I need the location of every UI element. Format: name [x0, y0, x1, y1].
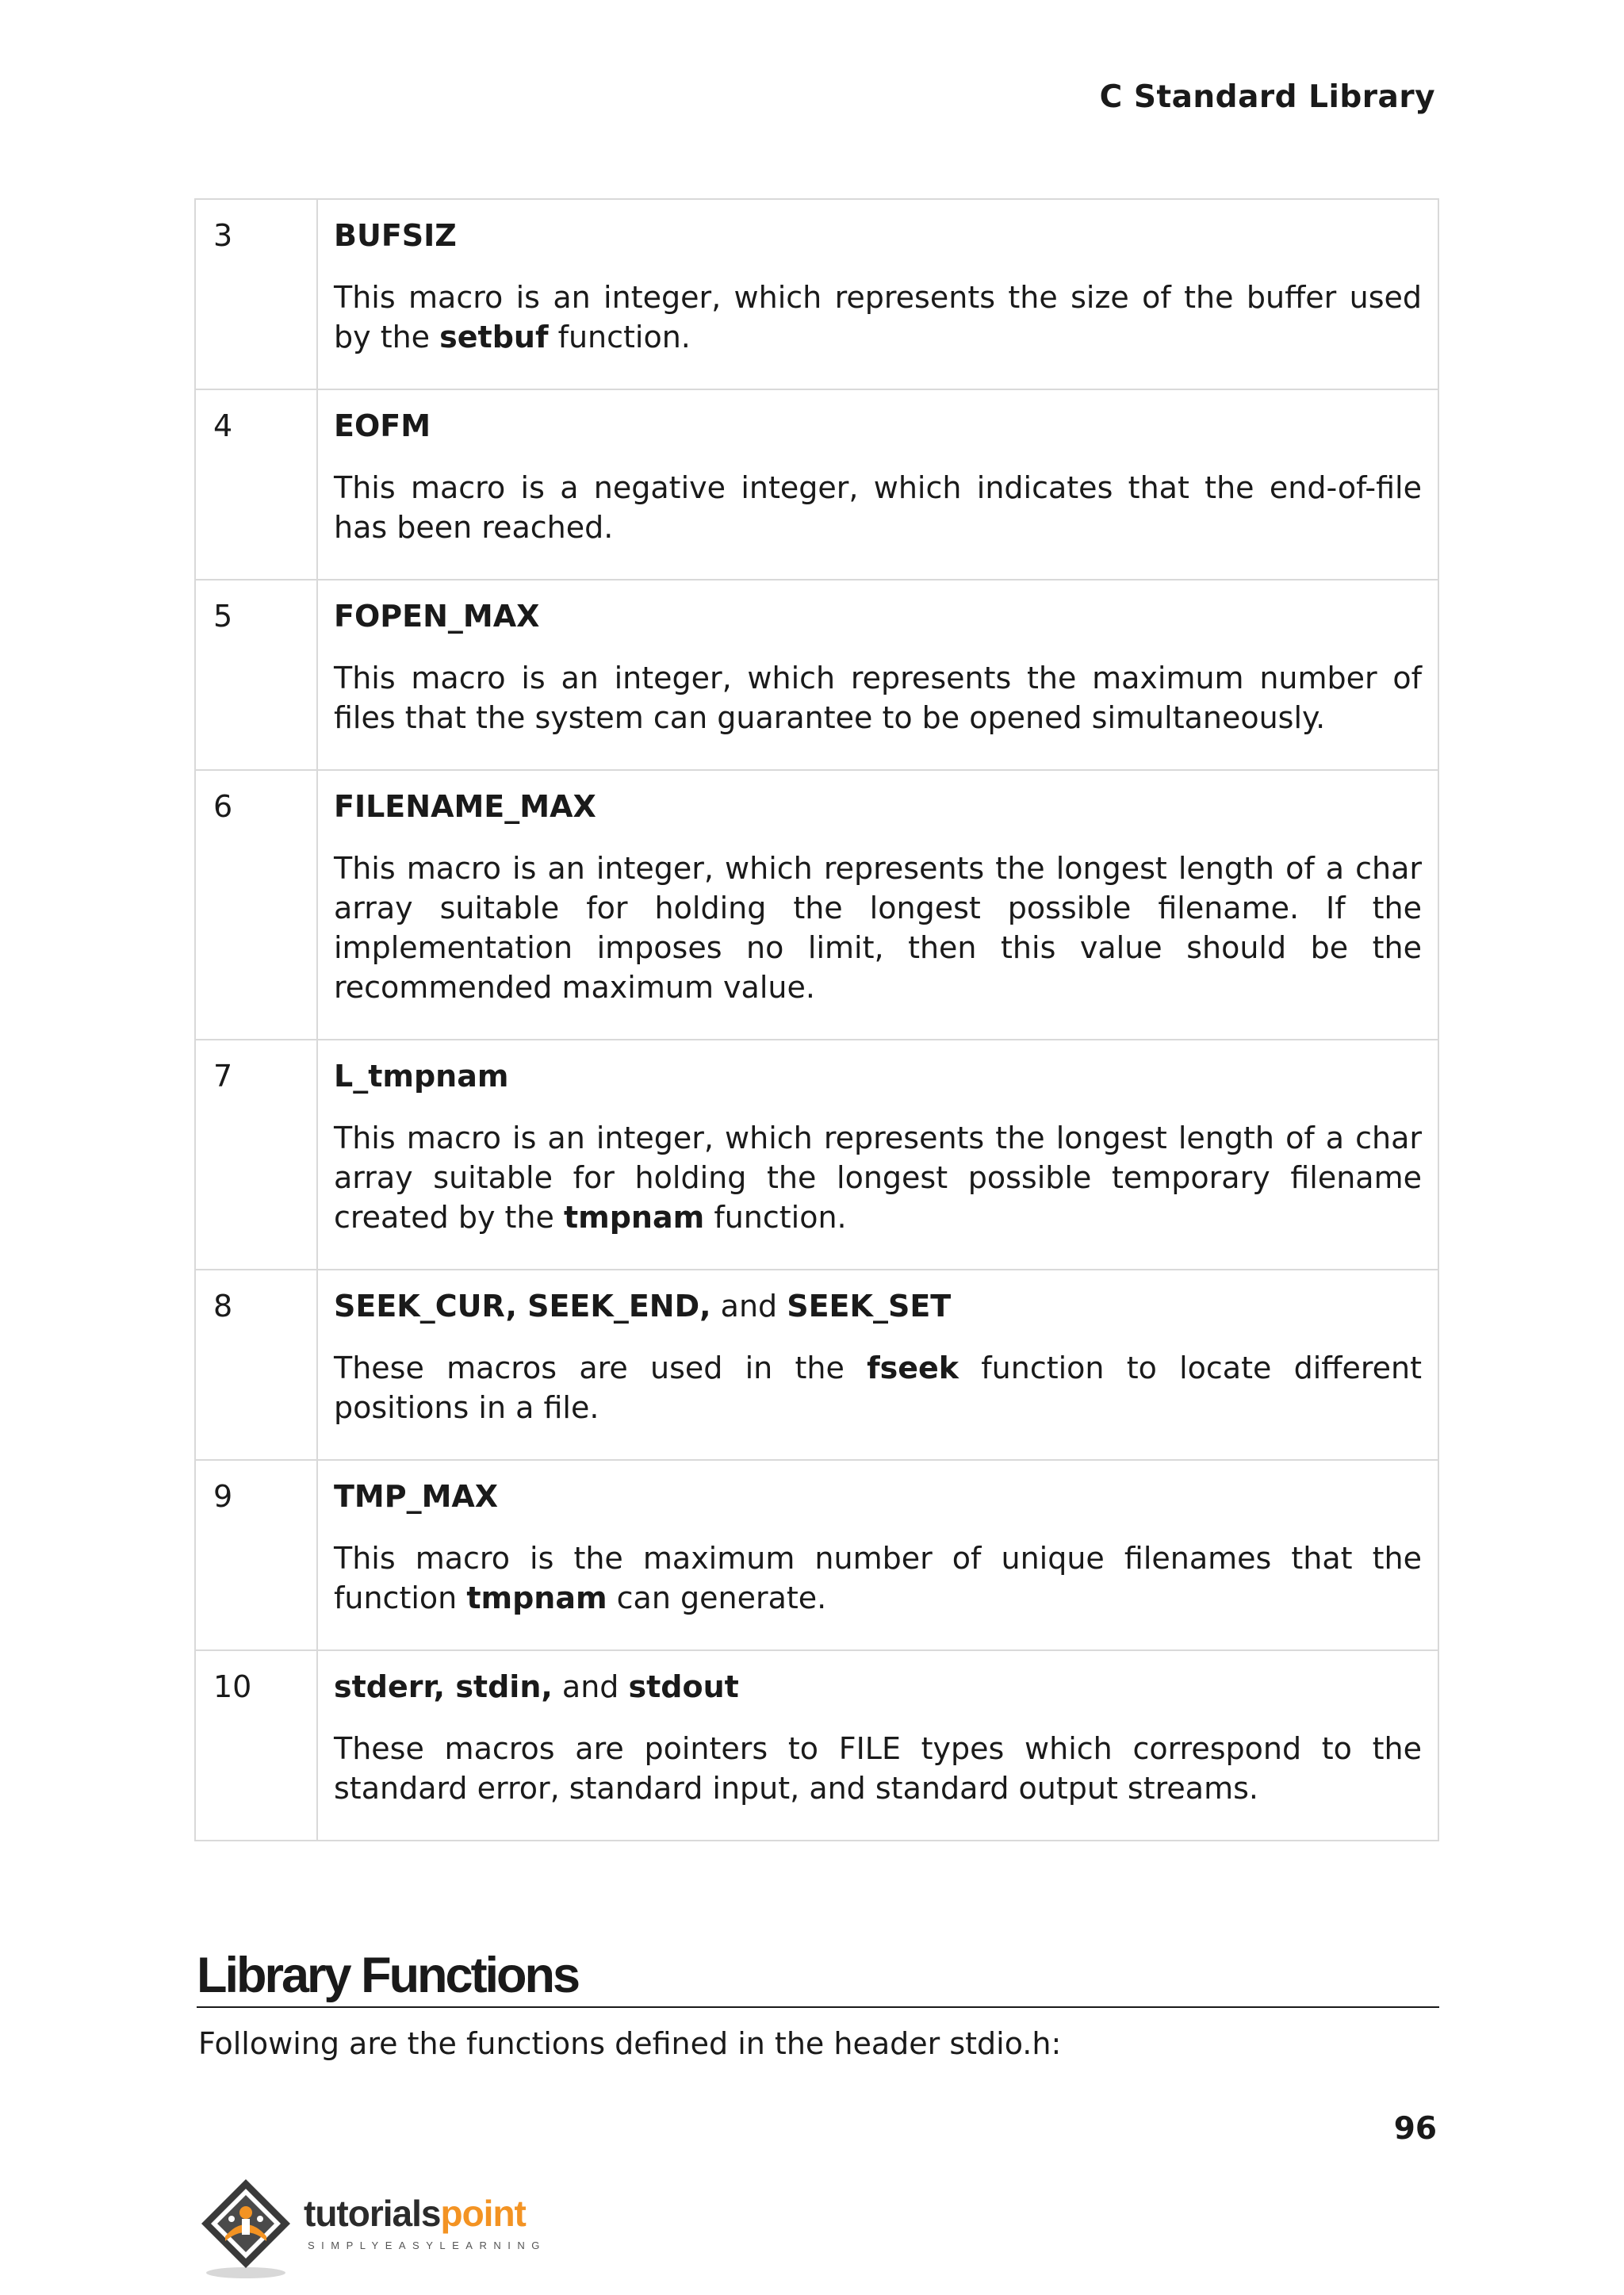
row-number: 8 — [195, 1270, 317, 1460]
macro-name — [334, 1667, 1422, 1707]
row-number: 10 — [195, 1650, 317, 1841]
macro-name — [334, 596, 1422, 636]
description-text: function. — [548, 320, 691, 354]
table-row — [195, 1650, 1438, 1841]
macro-name-segment: stdout — [628, 1669, 739, 1704]
function-name: setbuf — [439, 320, 549, 354]
macro-name — [334, 406, 1422, 446]
table-row — [195, 389, 1438, 580]
table-row — [195, 580, 1438, 770]
page-header-title: C Standard Library — [1099, 79, 1435, 115]
description-text: This macro is an integer, which represents the longest length of a char array suitable for holding the longest possible filename. If the implementation imposes no limit, then this value should be the recommended maximum value. — [334, 851, 1422, 1005]
tutorialspoint-logo — [197, 2173, 577, 2284]
row-number: 7 — [195, 1040, 317, 1270]
macro-name-segment: FILENAME_MAX — [334, 789, 596, 824]
macro-name-segment: BUFSIZ — [334, 218, 457, 253]
description-text: function. — [704, 1200, 847, 1235]
macro-description — [334, 278, 1422, 357]
table-row — [195, 1460, 1438, 1650]
macro-description — [334, 468, 1422, 547]
description-text: These macros are pointers to FILE types which correspond to the standard error, standard input, and standard output streams. — [334, 1731, 1422, 1806]
row-content — [317, 1040, 1438, 1270]
section-intro: Following are the functions defined in the header stdio.h: — [198, 2026, 1062, 2061]
row-number: 4 — [195, 389, 317, 580]
logo-tagline: SIMPLYEASYLEARNING — [308, 2239, 546, 2251]
description-text: This macro is an integer, which represents the longest length of a char array suitable for holding the longest possible temporary filename created by the — [334, 1121, 1422, 1235]
table-row — [195, 1040, 1438, 1270]
macro-name — [334, 787, 1422, 826]
table-row — [195, 1270, 1438, 1460]
page-number: 96 — [1393, 2111, 1437, 2147]
macro-name — [334, 1477, 1422, 1516]
macro-name — [334, 1286, 1422, 1326]
row-content — [317, 1460, 1438, 1650]
macro-description — [334, 1538, 1422, 1618]
table-row — [195, 199, 1438, 389]
macro-description — [334, 658, 1422, 738]
row-content — [317, 580, 1438, 770]
section-heading: Library Functions — [197, 1944, 1439, 2008]
description-text: These macros are used in the — [334, 1351, 868, 1385]
row-content — [317, 389, 1438, 580]
macro-description — [334, 849, 1422, 1007]
macro-name-segment: stderr, stdin, — [334, 1669, 553, 1704]
description-text: This macro is an integer, which represents the maximum number of files that the system can guarantee to be opened simultaneously. — [334, 661, 1422, 735]
macro-description — [334, 1348, 1422, 1427]
macro-name-segment: EOFM — [334, 408, 431, 443]
macro-description — [334, 1118, 1422, 1237]
row-number: 9 — [195, 1460, 317, 1650]
logo-word-accent: point — [440, 2193, 526, 2234]
macro-name — [334, 216, 1422, 255]
macro-name-segment: SEEK_CUR, SEEK_END, — [334, 1289, 711, 1324]
function-name: tmpnam — [466, 1580, 607, 1615]
row-number: 6 — [195, 770, 317, 1040]
macro-name-segment: TMP_MAX — [334, 1479, 499, 1514]
row-number: 5 — [195, 580, 317, 770]
description-text: This macro is the maximum number of unique filenames that the function — [334, 1541, 1422, 1615]
logo-wordmark — [304, 2192, 526, 2235]
macro-table — [194, 198, 1439, 1841]
row-content — [317, 199, 1438, 389]
macro-name-segment: and — [552, 1669, 629, 1704]
function-name: tmpnam — [563, 1200, 705, 1235]
macro-name-segment: FOPEN_MAX — [334, 599, 540, 634]
row-content — [317, 1270, 1438, 1460]
macro-description — [334, 1729, 1422, 1808]
macro-name-segment: L_tmpnam — [334, 1059, 509, 1094]
logo-word-main: tutorials — [304, 2193, 441, 2234]
description-text: This macro is an integer, which represents the size of the buffer used by the — [334, 280, 1422, 354]
row-content — [317, 770, 1438, 1040]
description-text: This macro is a negative integer, which indicates that the end-of-file has been reached. — [334, 470, 1422, 545]
macro-name-segment: and — [710, 1289, 787, 1324]
row-number: 3 — [195, 199, 317, 389]
description-text: can generate. — [607, 1580, 827, 1615]
row-content — [317, 1650, 1438, 1841]
table-row — [195, 770, 1438, 1040]
macro-name-segment: SEEK_SET — [787, 1289, 952, 1324]
logo-emblem-icon — [197, 2173, 308, 2284]
macro-name — [334, 1056, 1422, 1096]
description-text: function to locate different positions in a file. — [334, 1351, 1422, 1425]
function-name: fseek — [867, 1351, 959, 1385]
